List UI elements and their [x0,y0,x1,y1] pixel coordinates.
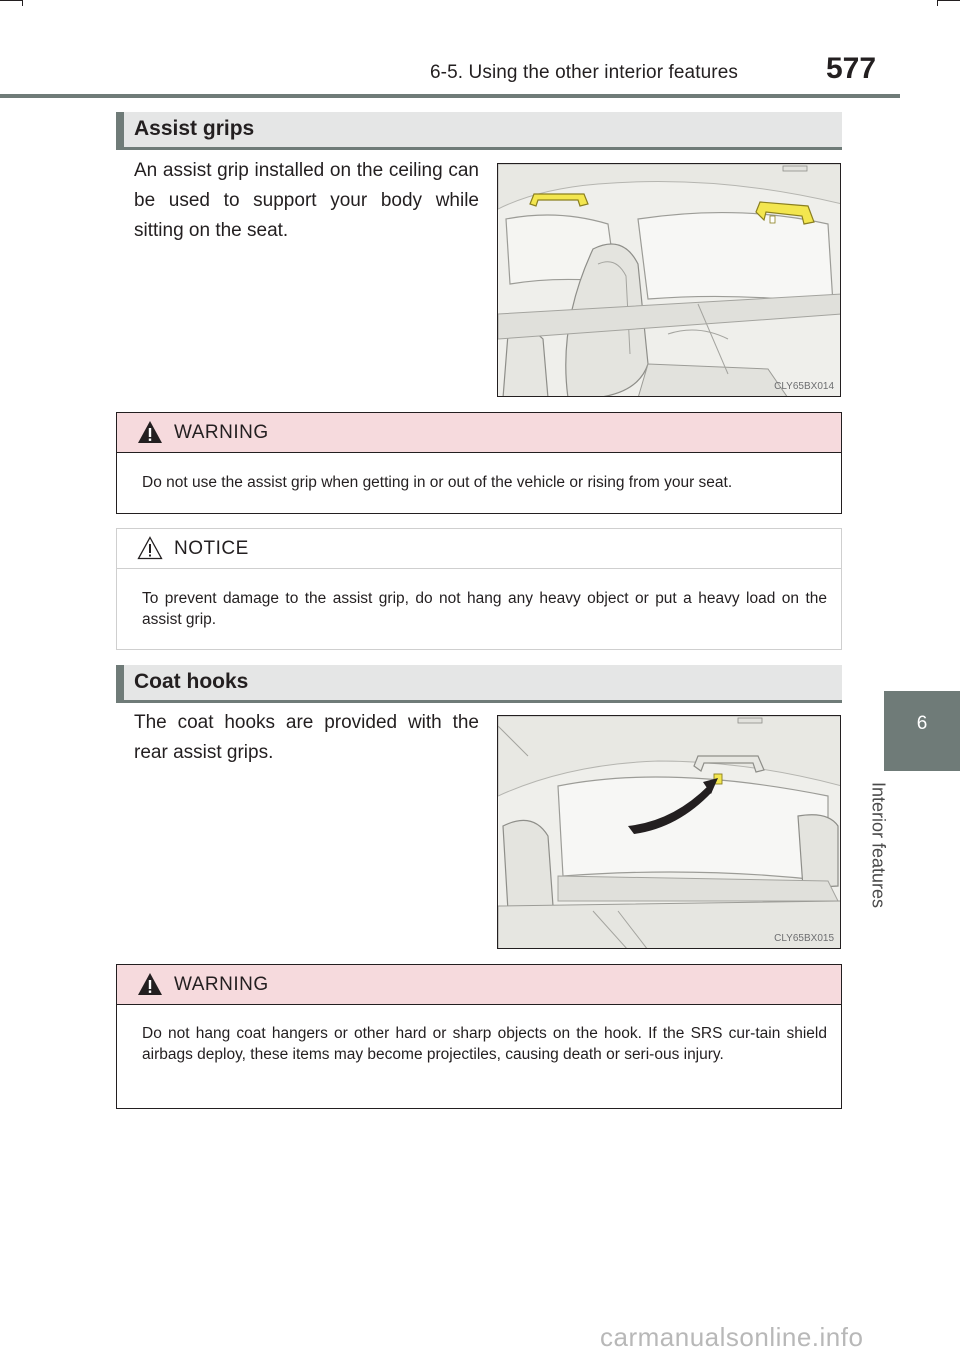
assist-grips-illustration [497,163,841,397]
crop-mark [0,0,22,1]
section-title: Assist grips [134,117,255,140]
notice-box-assist-grip [116,528,842,650]
watermark: carmanualsonline.info [600,1322,864,1352]
crop-mark [937,0,938,6]
chapter-tab [884,691,960,771]
notice-label: NOTICE [174,538,249,559]
chapter-number: 6 [916,713,928,734]
warning-triangle-icon [137,972,163,996]
section-header-assist-grips [116,112,842,150]
warning-text: Do not hang coat hangers or other hard or sharp objects on the hook. If the SRS cur-tain shield airbags deploy, these items may become projectiles, causing death or seri-ous injury. [142,1025,827,1063]
section-header-coat-hooks [116,665,842,703]
assist-grips-body-text: An assist grip installed on the ceiling can be used to support your body while sitting on the seat. [134,160,479,241]
running-header-title: 6-5. Using the other interior features [430,62,738,83]
chapter-label-wrap [858,770,898,920]
warning-label: WARNING [174,422,269,443]
warning-text: Do not use the assist grip when getting in or out of the vehicle or rising from your seat. [142,474,733,491]
crop-mark [938,0,960,1]
figure-code: CLY65BX015 [774,933,834,944]
warning-box-coat-hook [116,964,842,1109]
section-header-bar [116,112,124,147]
chapter-label: Interior features [868,781,889,909]
coat-hooks-illustration [497,715,841,949]
section-header-bar [116,665,124,700]
figure-code: CLY65BX014 [774,381,834,392]
section-title: Coat hooks [134,670,249,693]
warning-header [117,413,841,453]
car-interior-drawing [498,716,841,949]
coat-hooks-body-text: The coat hooks are provided with the rear assist grips. [134,712,479,763]
header-rule [0,94,900,98]
car-interior-drawing [498,164,841,397]
warning-label: WARNING [174,974,269,995]
warning-box-assist-grip [116,412,842,514]
notice-header [117,529,841,569]
crop-mark [22,0,23,6]
warning-triangle-icon [137,420,163,444]
notice-text: To prevent damage to the assist grip, do not hang any heavy object or put a heavy load on the assist grip. [142,590,827,628]
notice-triangle-icon [137,536,163,560]
page-number: 577 [826,52,877,85]
warning-header [117,965,841,1005]
